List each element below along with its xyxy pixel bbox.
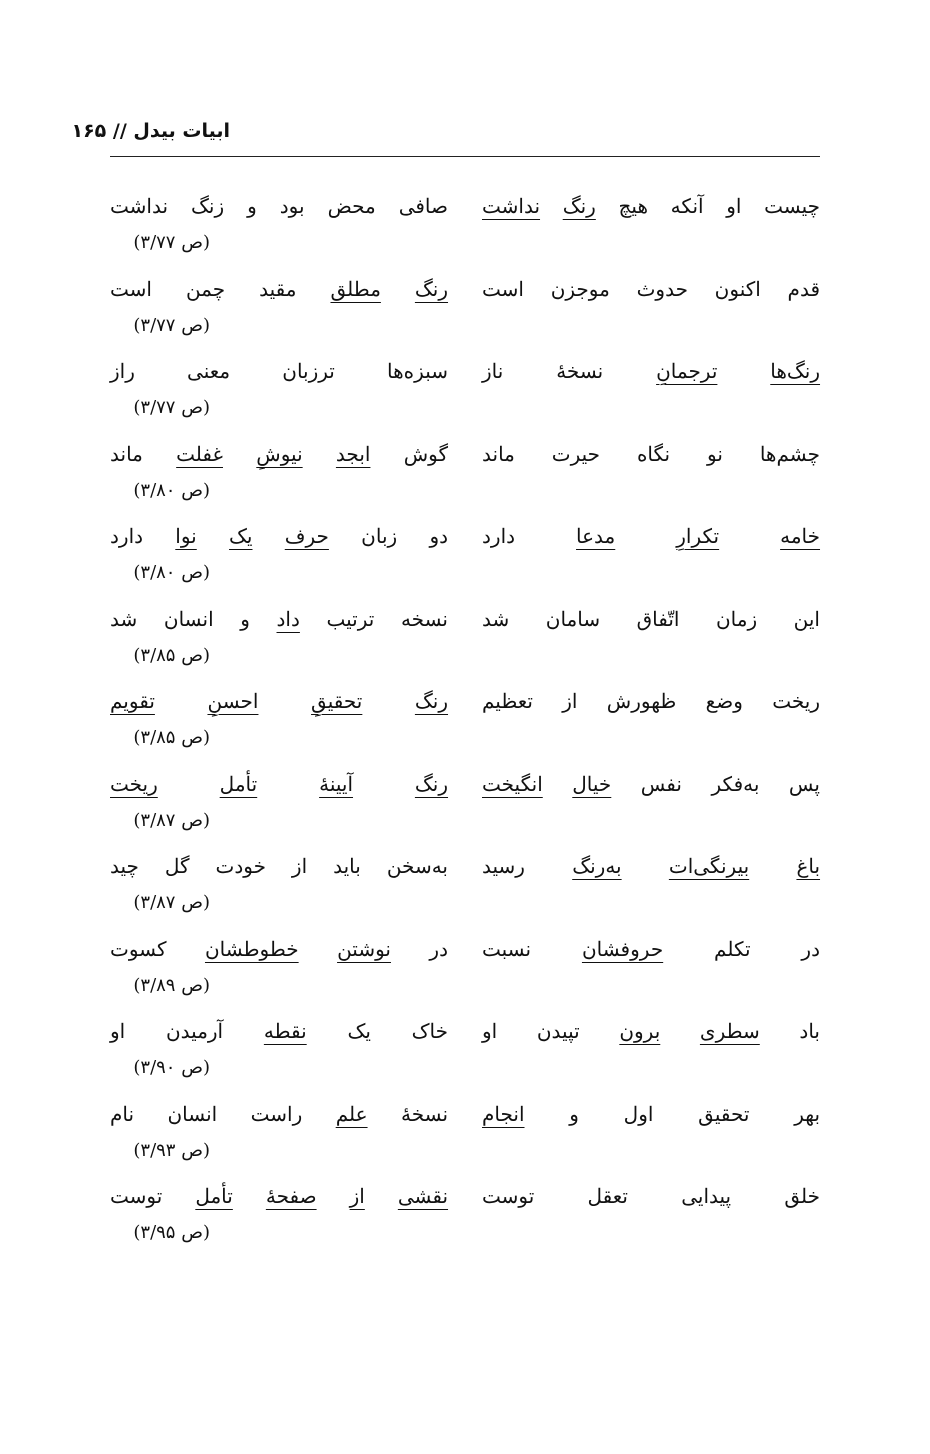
first-hemistich: باد سطری برون تپیدن او: [482, 1019, 820, 1043]
page-reference: (ص ۳/۹۰): [133, 1057, 210, 1078]
verse-stanza: [110, 764, 820, 848]
first-hemistich: خامه تکرارِ مدعا دارد: [482, 524, 821, 548]
page-reference: (ص ۳/۷۷): [133, 232, 210, 253]
page-reference: (ص ۳/۹۳): [133, 1139, 210, 1161]
second-hemistich: خاک یک نقطه آرمیدن او: [110, 1019, 449, 1043]
second-hemistich: به‌سخن باید از خودت گل چید: [110, 854, 448, 878]
second-hemistich: گوش ابجد نیوشِ غفلت ماند: [110, 441, 449, 466]
first-hemistich: پس به‌فکر نفس خیال انگیخت: [482, 771, 820, 796]
first-hemistich: این زمان اتّفاق سامان شد: [482, 606, 820, 631]
second-hemistich: صافی محض بود و زنگ نداشت: [110, 194, 448, 218]
page-reference: (ص ۳/۸۷): [133, 809, 210, 831]
first-hemistich: چیست او آنکه هیچ رنگ نداشت: [482, 194, 821, 218]
second-hemistich: نقشی از صفحهٔ تأمل توست: [110, 1184, 449, 1208]
second-hemistich: در نوشتن خطوطشان کسوت: [110, 936, 448, 961]
page-reference: (ص ۳/۸۵): [133, 727, 210, 748]
page-reference: (ص ۳/۸۰): [133, 479, 210, 501]
verse-stanza: [110, 516, 820, 600]
second-hemistich: دو زبان حرف یک نوا دارد: [110, 524, 449, 548]
verse-stanza: [110, 599, 820, 683]
verse-stanza: [110, 846, 820, 930]
second-hemistich: نسخه ترتیب داد و انسان شد: [110, 606, 448, 631]
verse-stanza: [110, 269, 820, 353]
page-reference: (ص ۳/۸۰): [133, 562, 210, 583]
first-hemistich: چشم‌ها نو نگاه حیرت ماند: [482, 441, 820, 466]
first-hemistich: ریخت وضع ظهورش از تعظیم: [482, 689, 820, 713]
page-reference: (ص ۳/۸۵): [133, 644, 210, 666]
second-hemistich: رنگ آیینهٔ تأمل ریخت: [110, 771, 449, 796]
page-reference: (ص ۳/۸۹): [133, 974, 210, 996]
page-reference: (ص ۳/۷۷): [133, 397, 210, 418]
second-hemistich: رنگ مطلق مقید چمن است: [110, 276, 449, 301]
running-header: [71, 118, 820, 157]
verse-stanza: [110, 351, 820, 435]
verse-stanza: [110, 929, 820, 1013]
first-hemistich: رنگ‌ها ترجمانِ نسخهٔ ناز: [482, 359, 821, 383]
verse-stanza: [110, 1176, 820, 1260]
page-reference: (ص ۳/۹۵): [133, 1222, 210, 1243]
page-reference: (ص ۳/۷۷): [133, 314, 210, 336]
verse-stanza: [110, 681, 820, 765]
first-hemistich: باغ بیرنگی‌ات به‌رنگ رسید: [482, 854, 821, 878]
second-hemistich: نسخهٔ علم راست انسان نام: [110, 1101, 449, 1126]
first-hemistich: در تکلم حروفشان نسبت: [482, 936, 820, 961]
verse-stanza: [110, 1094, 820, 1178]
header-title: ابیات بیدل // ۱۶۵: [71, 120, 230, 142]
first-hemistich: قدم اکنون حدوث موجزن است: [482, 276, 820, 301]
verse-stanza: [110, 1011, 820, 1095]
second-hemistich: رنگ تحقیقِ احسنِ تقویم: [110, 689, 449, 713]
first-hemistich: خلق پیدایی تعقل توست: [482, 1184, 820, 1208]
verse-stanza: [110, 186, 820, 270]
page-reference: (ص ۳/۸۷): [133, 892, 210, 913]
second-hemistich: سبزه‌ها ترزبان معنی راز: [110, 359, 448, 383]
verse-stanza: [110, 434, 820, 518]
first-hemistich: بهر تحقیق اول و انجام: [482, 1101, 821, 1126]
